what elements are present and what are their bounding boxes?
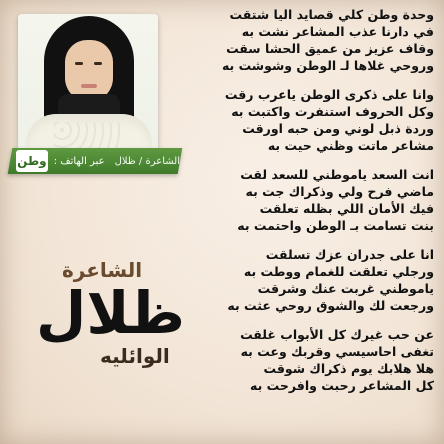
calligraphy-surname: الوائليه [100,344,170,368]
poem-line: وحدة وطن كلي قصايد اليا شتقت [229,7,434,22]
stanza [182,6,434,74]
calligraphy-name: ظلال [36,279,185,347]
poem-line: في دارنا عذب المشاعر نشت به [241,24,434,39]
poem-line: ماضي فرح ولي وذكراك جت به [245,184,434,199]
photo-card [18,14,158,154]
poem-line: انا على جدران عزك تسلقت [265,247,434,262]
stanza [182,326,434,394]
eye-left-shape [75,62,83,65]
poem-line: مشاعر ماتت وظني حيت به [267,138,434,153]
poem-line: هلا هلابك يوم ذكراك شوقت [263,361,434,376]
poem-line: انت السعد ياموطني للسعد لقت [240,167,434,182]
calligraphy-title: الشاعرة [62,258,143,282]
channel-logo: وطن [16,150,48,172]
poem-line: ياموطني غربت عنك وشرقت [257,281,434,296]
poem-line: وروحي غلاها لـ الوطن وشوشت به [221,58,434,73]
lips-shape [81,84,97,88]
poem-line: كل المشاعر رحبت وافرحت به [250,378,434,393]
face-shape [65,40,113,102]
banner-phone-label: عبر الهاتف : [53,155,105,167]
calligraphy-signature [30,258,190,378]
poem-line: بنت تسامت بـ الوطن واحتمت به [237,218,434,233]
poem-line: وردة ذبل لوني ومن حبه اورقت [242,121,434,136]
stanza [182,86,434,154]
poet-portrait [12,8,162,158]
stanza [182,166,434,234]
poem-line: ورجلي تعلقت للغمام ووطت به [243,264,434,279]
poem-line: وانا على ذكرى الوطن ياعرب رقت [224,87,434,102]
poem-line: فيك الأمان اللي بظله تعلقت [259,201,434,216]
name-banner [8,148,183,174]
poem-line: وقاف عزيز من عميق الحشا سقت [226,41,434,56]
poem-text [182,6,434,436]
poem-line: ورجعت لك والشوق روحي عثت به [227,298,434,313]
stanza [182,246,434,314]
poem-line: تغفى احاسيسي وقربك وعت به [240,344,434,359]
poem-line: عن حب غيرك كل الأبواب غلقت [240,327,434,342]
poem-line: وكل الحروف استنفرت واكتبت به [231,104,434,119]
banner-name-label: الشاعرة / ظلال [114,155,180,167]
eye-right-shape [94,62,102,65]
